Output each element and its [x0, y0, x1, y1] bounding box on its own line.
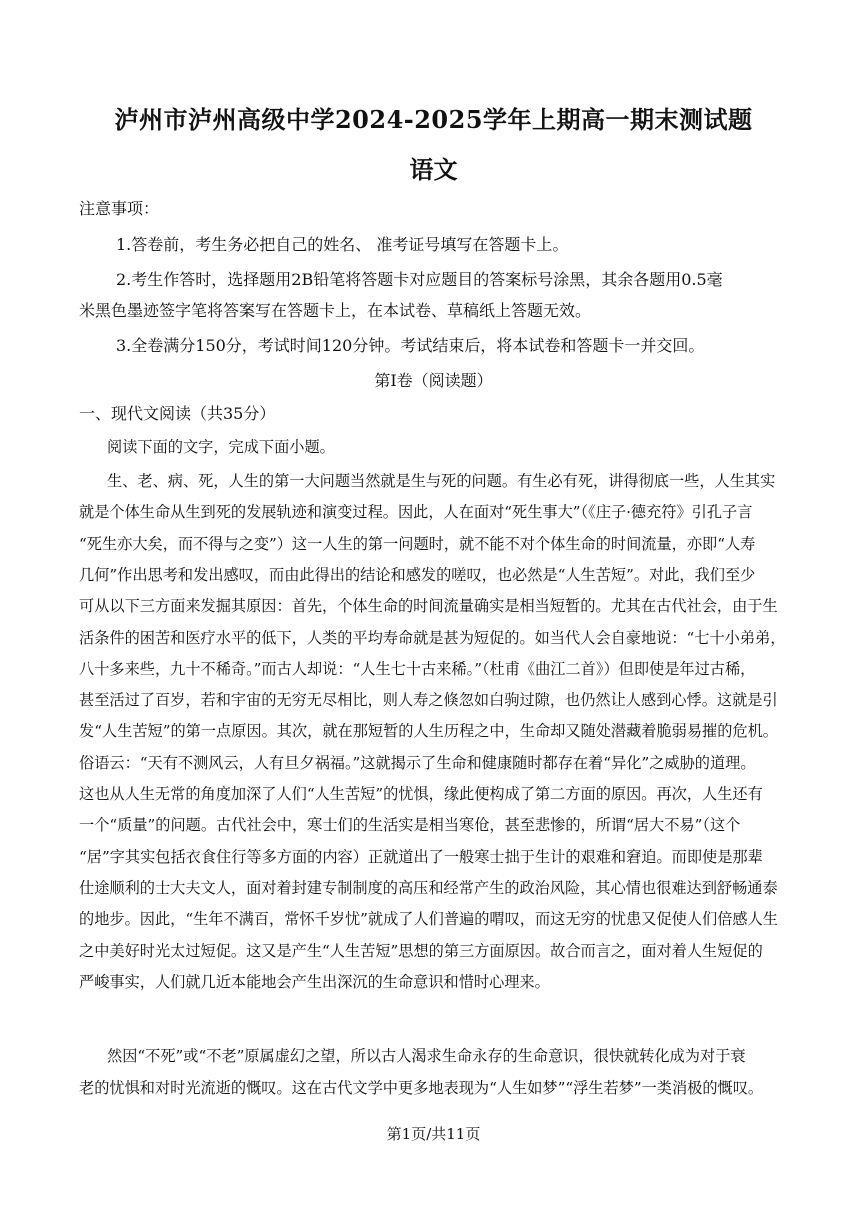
section-heading: 一、现代文阅读（共35分）: [79, 404, 276, 423]
notice-heading: 注意事项：: [79, 199, 160, 218]
paragraph-line: 活条件的困苦和医疗水平的低下，人类的平均寿命就是甚为短促的。如当代人会自豪地说：“七十小弟弟，: [79, 628, 786, 647]
subject-title: 语文: [409, 155, 458, 184]
paragraph-line: 之中美好时光太过短促。这又是产生“人生苦短”思想的第三方面原因。故合而言之，面对着人生短促的: [79, 941, 763, 960]
paragraph-line: 俗语云：“天有不测风云，人有旦夕祸福。”这就揭示了生命和健康随时都存在着“异化”之威胁的道理。: [79, 753, 756, 772]
paragraph-line: 这也从人生无常的角度加深了人们“人生苦短”的忧惧，缘此便构成了第二方面的原因。再次，人生还有: [79, 785, 763, 803]
paragraph-line: 仕途顺利的士大夫文人，面对着封建专制制度的高压和经常产生的政治风险，其心情也很难达到舒畅通泰: [79, 878, 778, 897]
page-number: 第1页/共11页: [386, 1125, 481, 1143]
paragraph-line: 八十多来些，九十不稀奇。”而古人却说：“人生七十古来稀。”（杜甫《曲江二首》）但即使是年过古稀，: [79, 659, 756, 678]
paragraph-line: “居”字其实包括衣食住行等多方面的内容）正就道出了一般寒士拙于生计的艰难和窘迫。而即使是那辈: [79, 847, 763, 866]
paragraph-line: 发“人生苦短”的第一点原因。其次，就在那短暂的人生历程之中，生命却又随处潜藏着脆弱易摧的危机。: [79, 722, 778, 741]
paragraph-line: “死生亦大矣，而不得与之变”）这一人生的第一问题时，就不能不对个体生命的时间流量，亦即“人寿: [79, 534, 756, 553]
instruction: 阅读下面的文字，完成下面小题。: [107, 438, 335, 456]
notice-item: 2.考生作答时，选择题用2B铅笔将答题卡对应题目的答案标号涂黑，其余各题用0.5毫: [116, 270, 723, 289]
paragraph-line: 严峻事实，人们就几近本能地会产生出深沉的生命意识和惜时心理来。: [79, 972, 550, 991]
paragraph-line: 老的忧惧和对时光流逝的慨叹。这在古代文学中更多地表现为“人生如梦”“浮生若梦”一类消极的慨叹。: [79, 1079, 764, 1097]
paragraph-line: 然因“不死”或“不老”原属虚幻之望，所以古人渴求生命永存的生命意识，很快就转化成为对于衰: [107, 1047, 746, 1065]
notice-item: 米黑色墨迹签字笔将答案写在答题卡上，在本试卷、草稿纸上答题无效。: [79, 301, 592, 320]
paragraph-line: 一个“质量”的问题。古代社会中，寒士们的生活实是相当寒伧，甚至悲惨的，所谓“居大不易”（这个: [79, 816, 741, 835]
paragraph-line: 生、老、病、死，人生的第一大问题当然就是生与死的问题。有生必有死，讲得彻底一些，人生其实: [107, 472, 776, 490]
paragraph-line: 甚至活过了百岁，若和宇宙的无穷无尽相比，则人寿之倏忽如白驹过隙，也仍然让人感到心悸。这就是引: [79, 691, 778, 710]
paragraph-line: 可从以下三方面来发掘其原因：首先，个体生命的时间流量确实是相当短暂的。尤其在古代社会，由于生: [79, 597, 778, 616]
paragraph-line: 就是个体生命从生到死的发展轨迹和演变过程。因此，人在面对“死生事大”（《庄子·德充符》引孔子言: [79, 503, 753, 522]
notice-item: 3.全卷满分150分，考试时间120分钟。考试结束后，将本试卷和答题卡一并交回。: [116, 336, 705, 355]
paragraph-line: 几何”作出思考和发出感叹，而由此得出的结论和感发的嗟叹，也必然是“人生苦短”。对此，我们至少: [79, 565, 756, 584]
exam-title: 泸州市泸州高级中学2024-2025学年上期高一期末测试题: [114, 105, 753, 134]
paragraph-line: 的地步。因此，“生年不满百，常怀千岁忧”就成了人们普遍的喟叹，而这无穷的忧患又促使人们倍感人生: [79, 910, 778, 929]
notice-item: 1.答卷前，考生务必把自己的姓名、 准考证号填写在答题卡上。: [116, 235, 569, 254]
part-heading: 第Ⅰ卷（阅读题）: [374, 371, 493, 390]
